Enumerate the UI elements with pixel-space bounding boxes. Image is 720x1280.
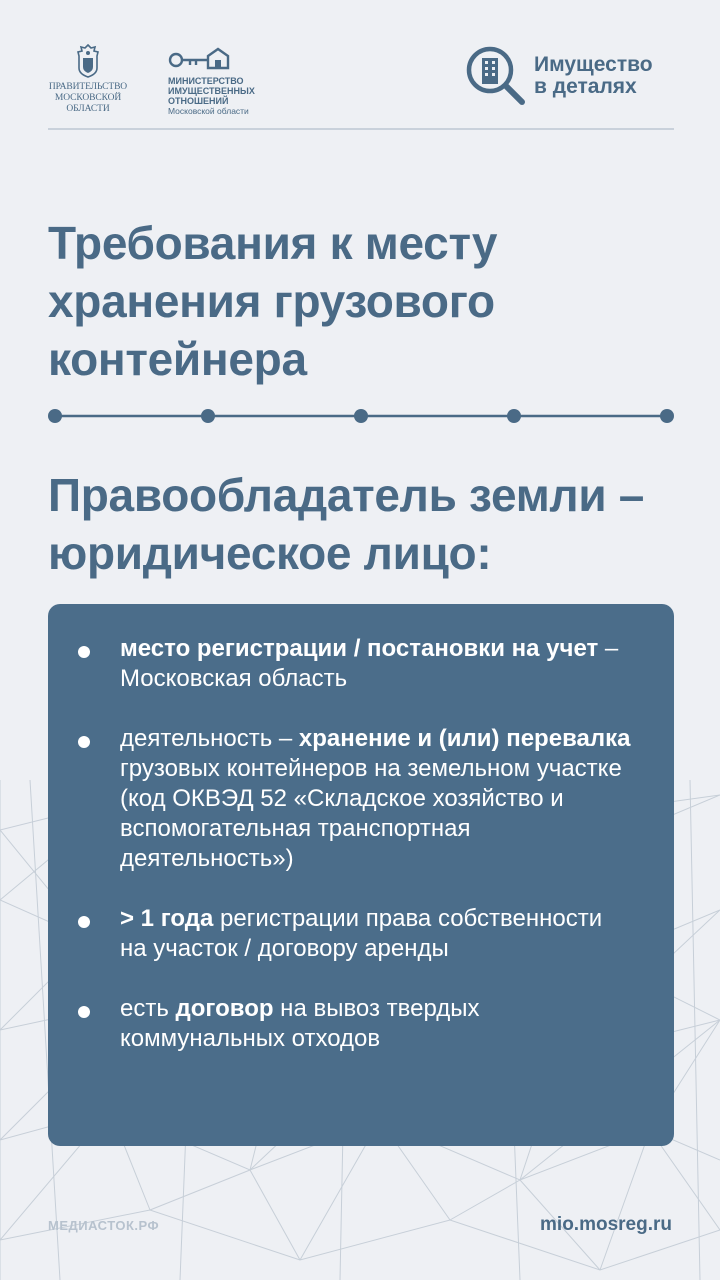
list-item [120, 634, 634, 694]
bullet-2-lead: деятельность – [120, 725, 299, 752]
magnifier-building-icon [464, 44, 528, 108]
brand-logo[interactable] [464, 44, 674, 108]
subtitle-line-2: юридическое лицо: [48, 527, 492, 579]
footer-source-link[interactable]: МЕДИАСТОК.РФ [48, 1218, 160, 1233]
list-item [120, 994, 634, 1054]
bullet-4-bold: договор [175, 995, 274, 1022]
subtitle-line-1: Правообладатель земли – [48, 469, 645, 521]
header [48, 44, 674, 130]
gov-text-line-3: ОБЛАСТИ [66, 104, 110, 114]
ministry-logo[interactable] [168, 46, 255, 116]
requirements-card [48, 604, 674, 1146]
coat-of-arms-icon [75, 44, 101, 78]
header-divider [48, 128, 674, 130]
gov-text-line-2: МОСКОВСКОЙ [54, 93, 122, 103]
ministry-text-line-3: ОТНОШЕНИЙ [168, 96, 229, 106]
brand-line-2: в деталях [534, 75, 637, 98]
bullet-1-text: – Московская область [120, 635, 619, 692]
title-line-1: Требования к месту [48, 217, 498, 269]
ministry-text-line-1: МИНИСТЕРСТВО [168, 76, 244, 86]
bullet-3-bold: > 1 года [120, 905, 214, 932]
bullet-3-text: регистрации права собственности на участок / договору аренды [120, 905, 603, 962]
ministry-text-line-2: ИМУЩЕСТВЕННЫХ [168, 86, 255, 96]
bullet-4-lead: есть [120, 995, 176, 1022]
title-line-3: контейнера [48, 333, 307, 385]
ministry-subtext: Московской области [168, 106, 249, 116]
bullet-2-bold: хранение и (или) перевалка [298, 725, 631, 752]
key-house-icon [168, 46, 232, 72]
page-title [48, 214, 668, 388]
bullet-4-text: на вывоз твердых коммунальных отходов [120, 995, 480, 1052]
dotted-divider [48, 406, 674, 426]
list-item [120, 904, 634, 964]
government-logo[interactable] [48, 44, 128, 115]
brand-line-1: Имущество [534, 53, 653, 76]
title-line-2: хранения грузового [48, 275, 495, 327]
gov-text-line-1: ПРАВИТЕЛЬСТВО [48, 82, 128, 92]
bullet-1-bold: место регистрации / постановки на учет [120, 635, 599, 662]
section-heading [48, 466, 688, 582]
footer-site-link[interactable]: mio.mosreg.ru [540, 1214, 672, 1235]
list-item [120, 724, 634, 874]
bullet-2-text: грузовых контейнеров на земельном участке (код ОКВЭД 52 «Складское хозяйство и вспомогательная транспортная деятельность») [120, 755, 622, 872]
